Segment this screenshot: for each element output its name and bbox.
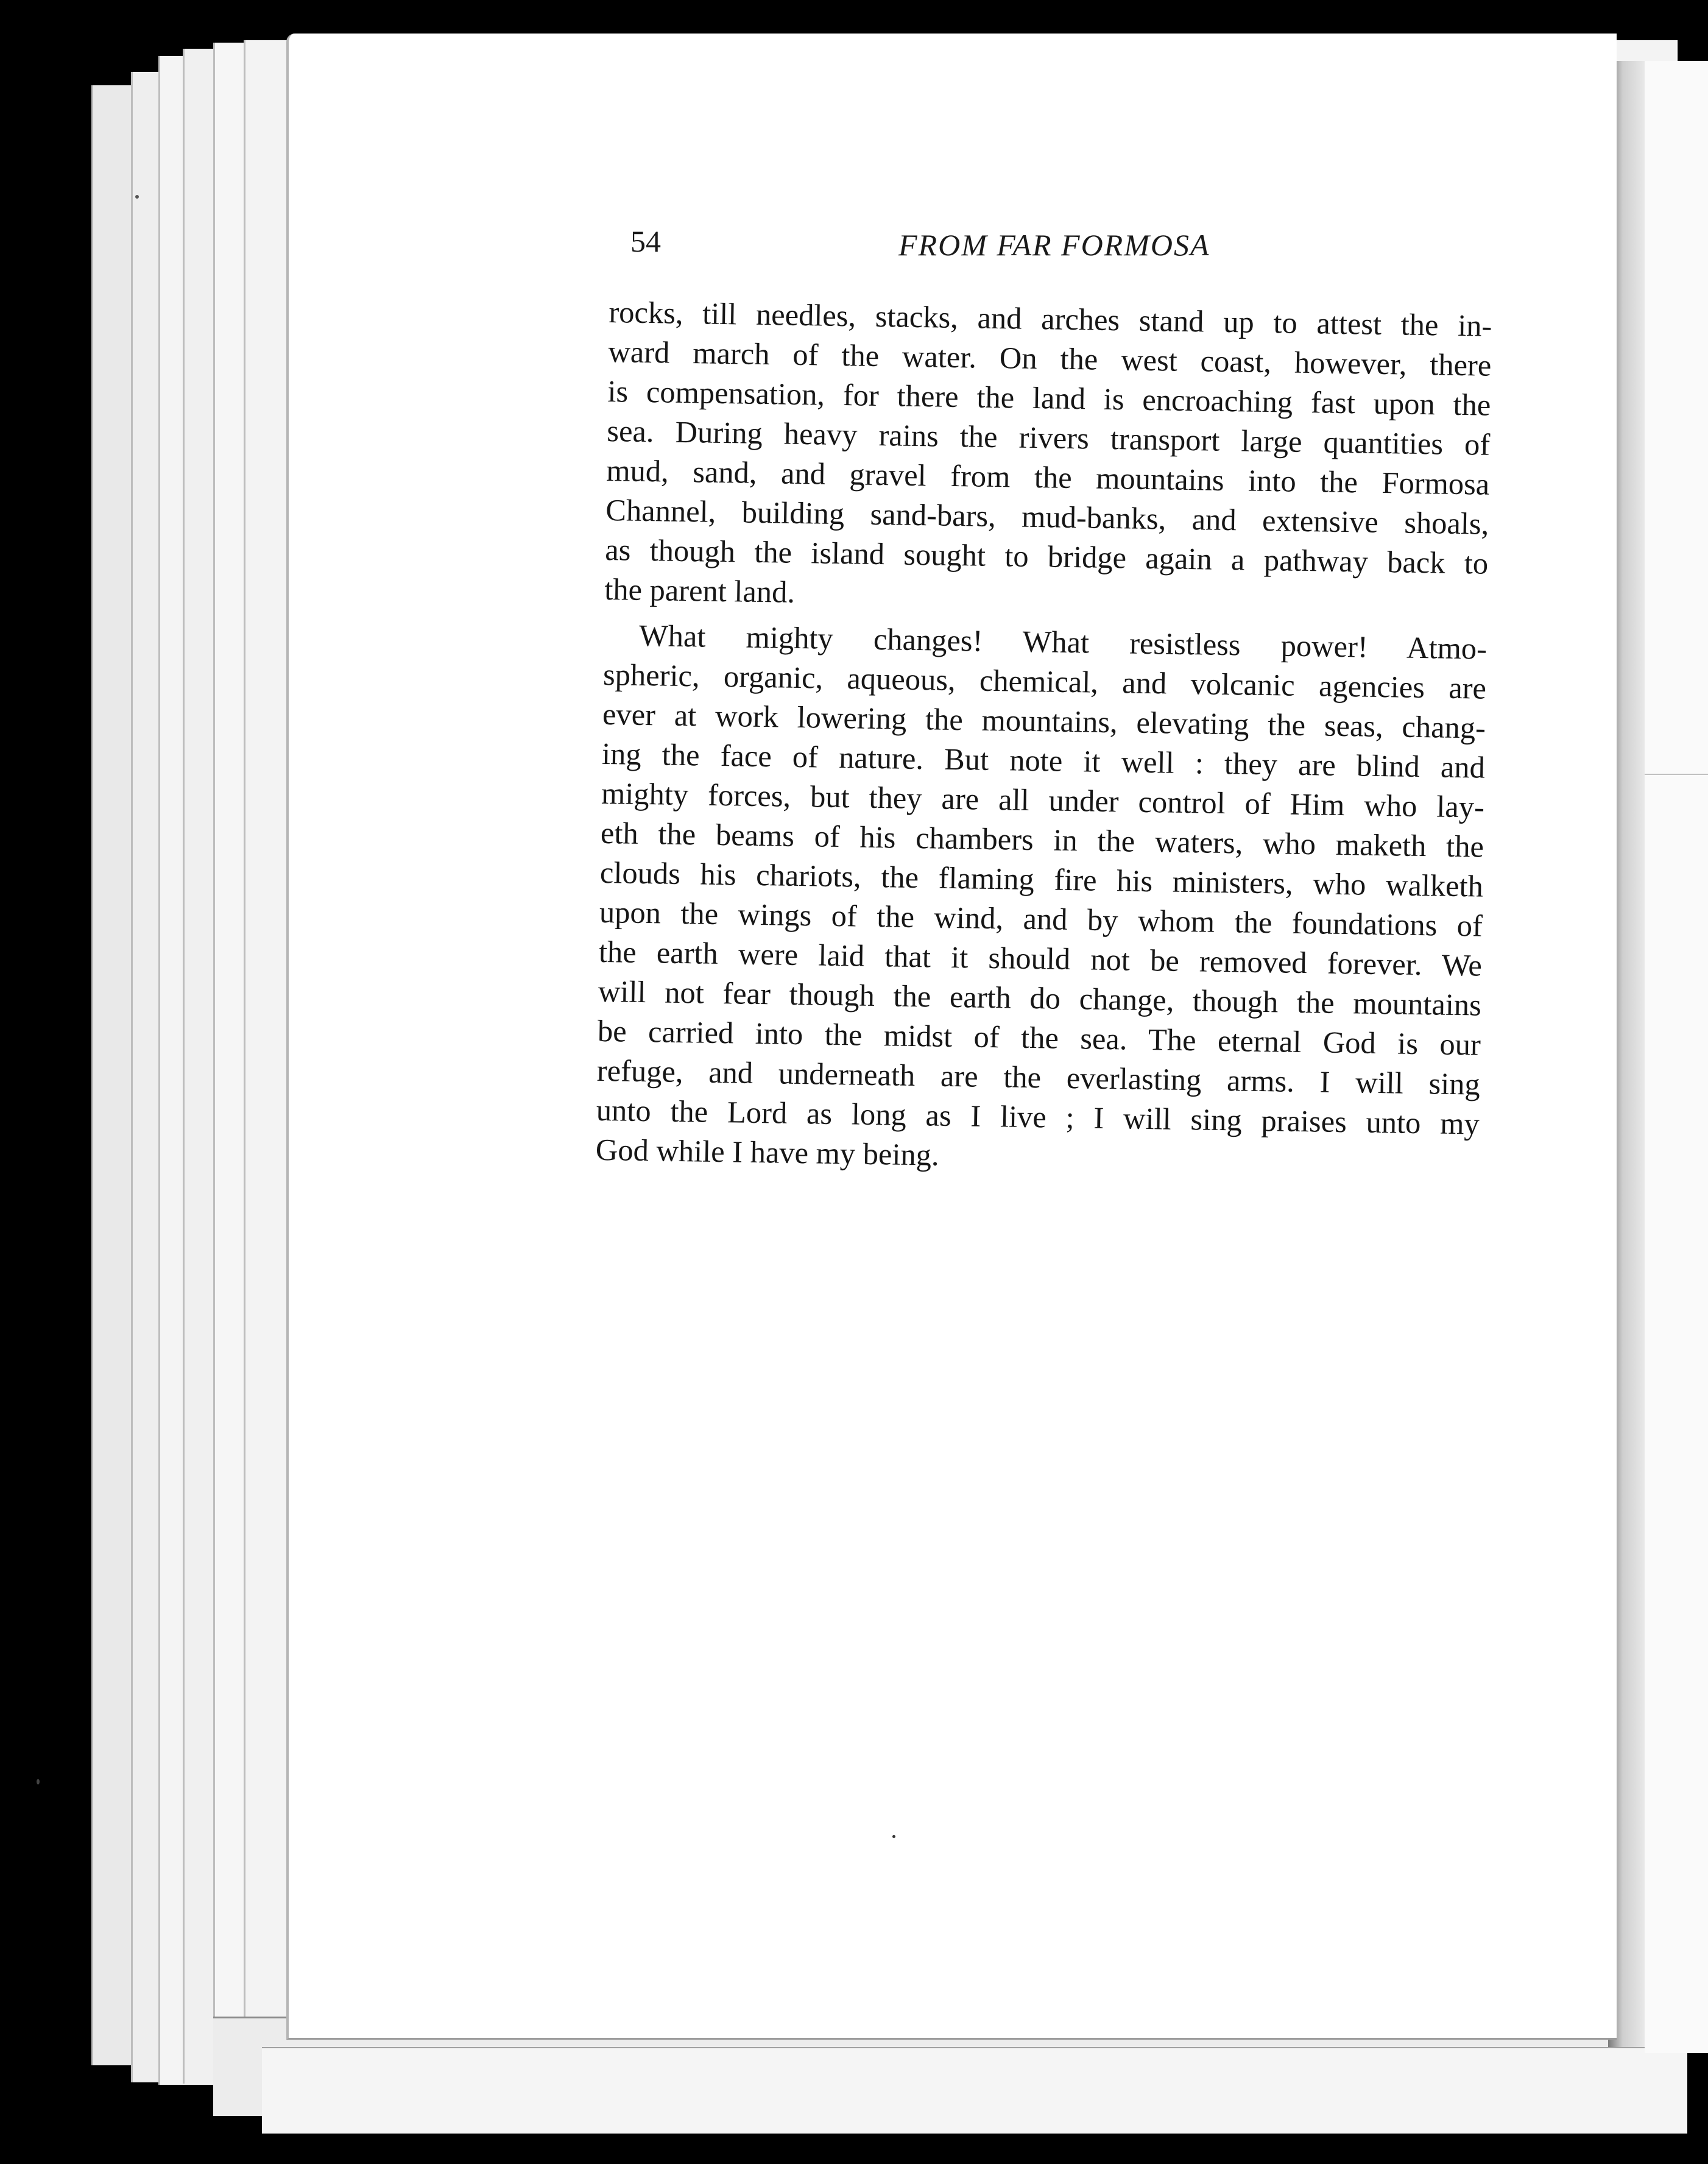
text-line: as though the island sought to bridge again a pathway back to	[604, 532, 1489, 581]
scan-speck	[892, 1835, 895, 1838]
text-line: ever at work lowering the mountains, elevating the seas, chang-	[602, 696, 1486, 745]
text-line: unto the Lord as long as I live ; I will sing praises unto my	[596, 1092, 1480, 1141]
facing-page-mark	[1645, 774, 1708, 775]
text-line: be carried into the midst of the sea. The eternal God is our	[597, 1013, 1481, 1062]
text-line: the earth were laid that it should not be removed forever. We	[598, 934, 1483, 983]
text-line: clouds his chariots, the flaming fire his ministers, who walketh	[599, 855, 1484, 903]
running-title: FROM FAR FORMOSA	[898, 228, 1210, 262]
text-line: sea. During heavy rains the rivers transport large quantities of	[606, 413, 1491, 462]
scan-speck	[135, 195, 139, 199]
text-line: rocks, till needles, stacks, and arches stand up to attest the in-	[609, 294, 1492, 343]
text-line: eth the beams of his chambers in the waters, who maketh the	[600, 815, 1484, 864]
scan-speck	[37, 1779, 40, 1784]
paragraph	[595, 615, 1487, 1184]
text-line: What mighty changes! What resistless power! Atmo-	[638, 618, 1487, 666]
text-line: ing the face of nature. But note it well : they are blind and	[601, 736, 1486, 785]
text-line: spheric, organic, aqueous, chemical, and volcanic agencies are	[602, 657, 1487, 705]
page-header	[630, 216, 1249, 265]
body-text	[595, 292, 1492, 1184]
page-number: 54	[630, 224, 661, 258]
text-line: upon the wings of the wind, and by whom the foundations of	[599, 894, 1483, 943]
facing-page	[1645, 61, 1708, 2053]
text-line: mud, sand, and gravel from the mountains into the Formosa	[605, 453, 1490, 501]
text-line: Channel, building sand-bars, mud-banks, and extensive shoals,	[605, 492, 1489, 541]
text-line: God while I have my being.	[595, 1132, 940, 1172]
paragraph	[604, 292, 1492, 623]
text-line: mighty forces, but they are all under control of Him who lay-	[601, 776, 1485, 824]
text-line: will not fear though the earth do change, though the mountains	[598, 974, 1482, 1022]
page-bottom-edge	[262, 2047, 1687, 2134]
text-line: the parent land.	[604, 571, 796, 609]
text-line: ward march of the water. On the west coast, however, there	[608, 334, 1492, 383]
text-line: refuge, and underneath are the everlasting arms. I will sing	[596, 1053, 1481, 1101]
text-line: is compensation, for there the land is encroaching fast upon the	[607, 373, 1491, 422]
